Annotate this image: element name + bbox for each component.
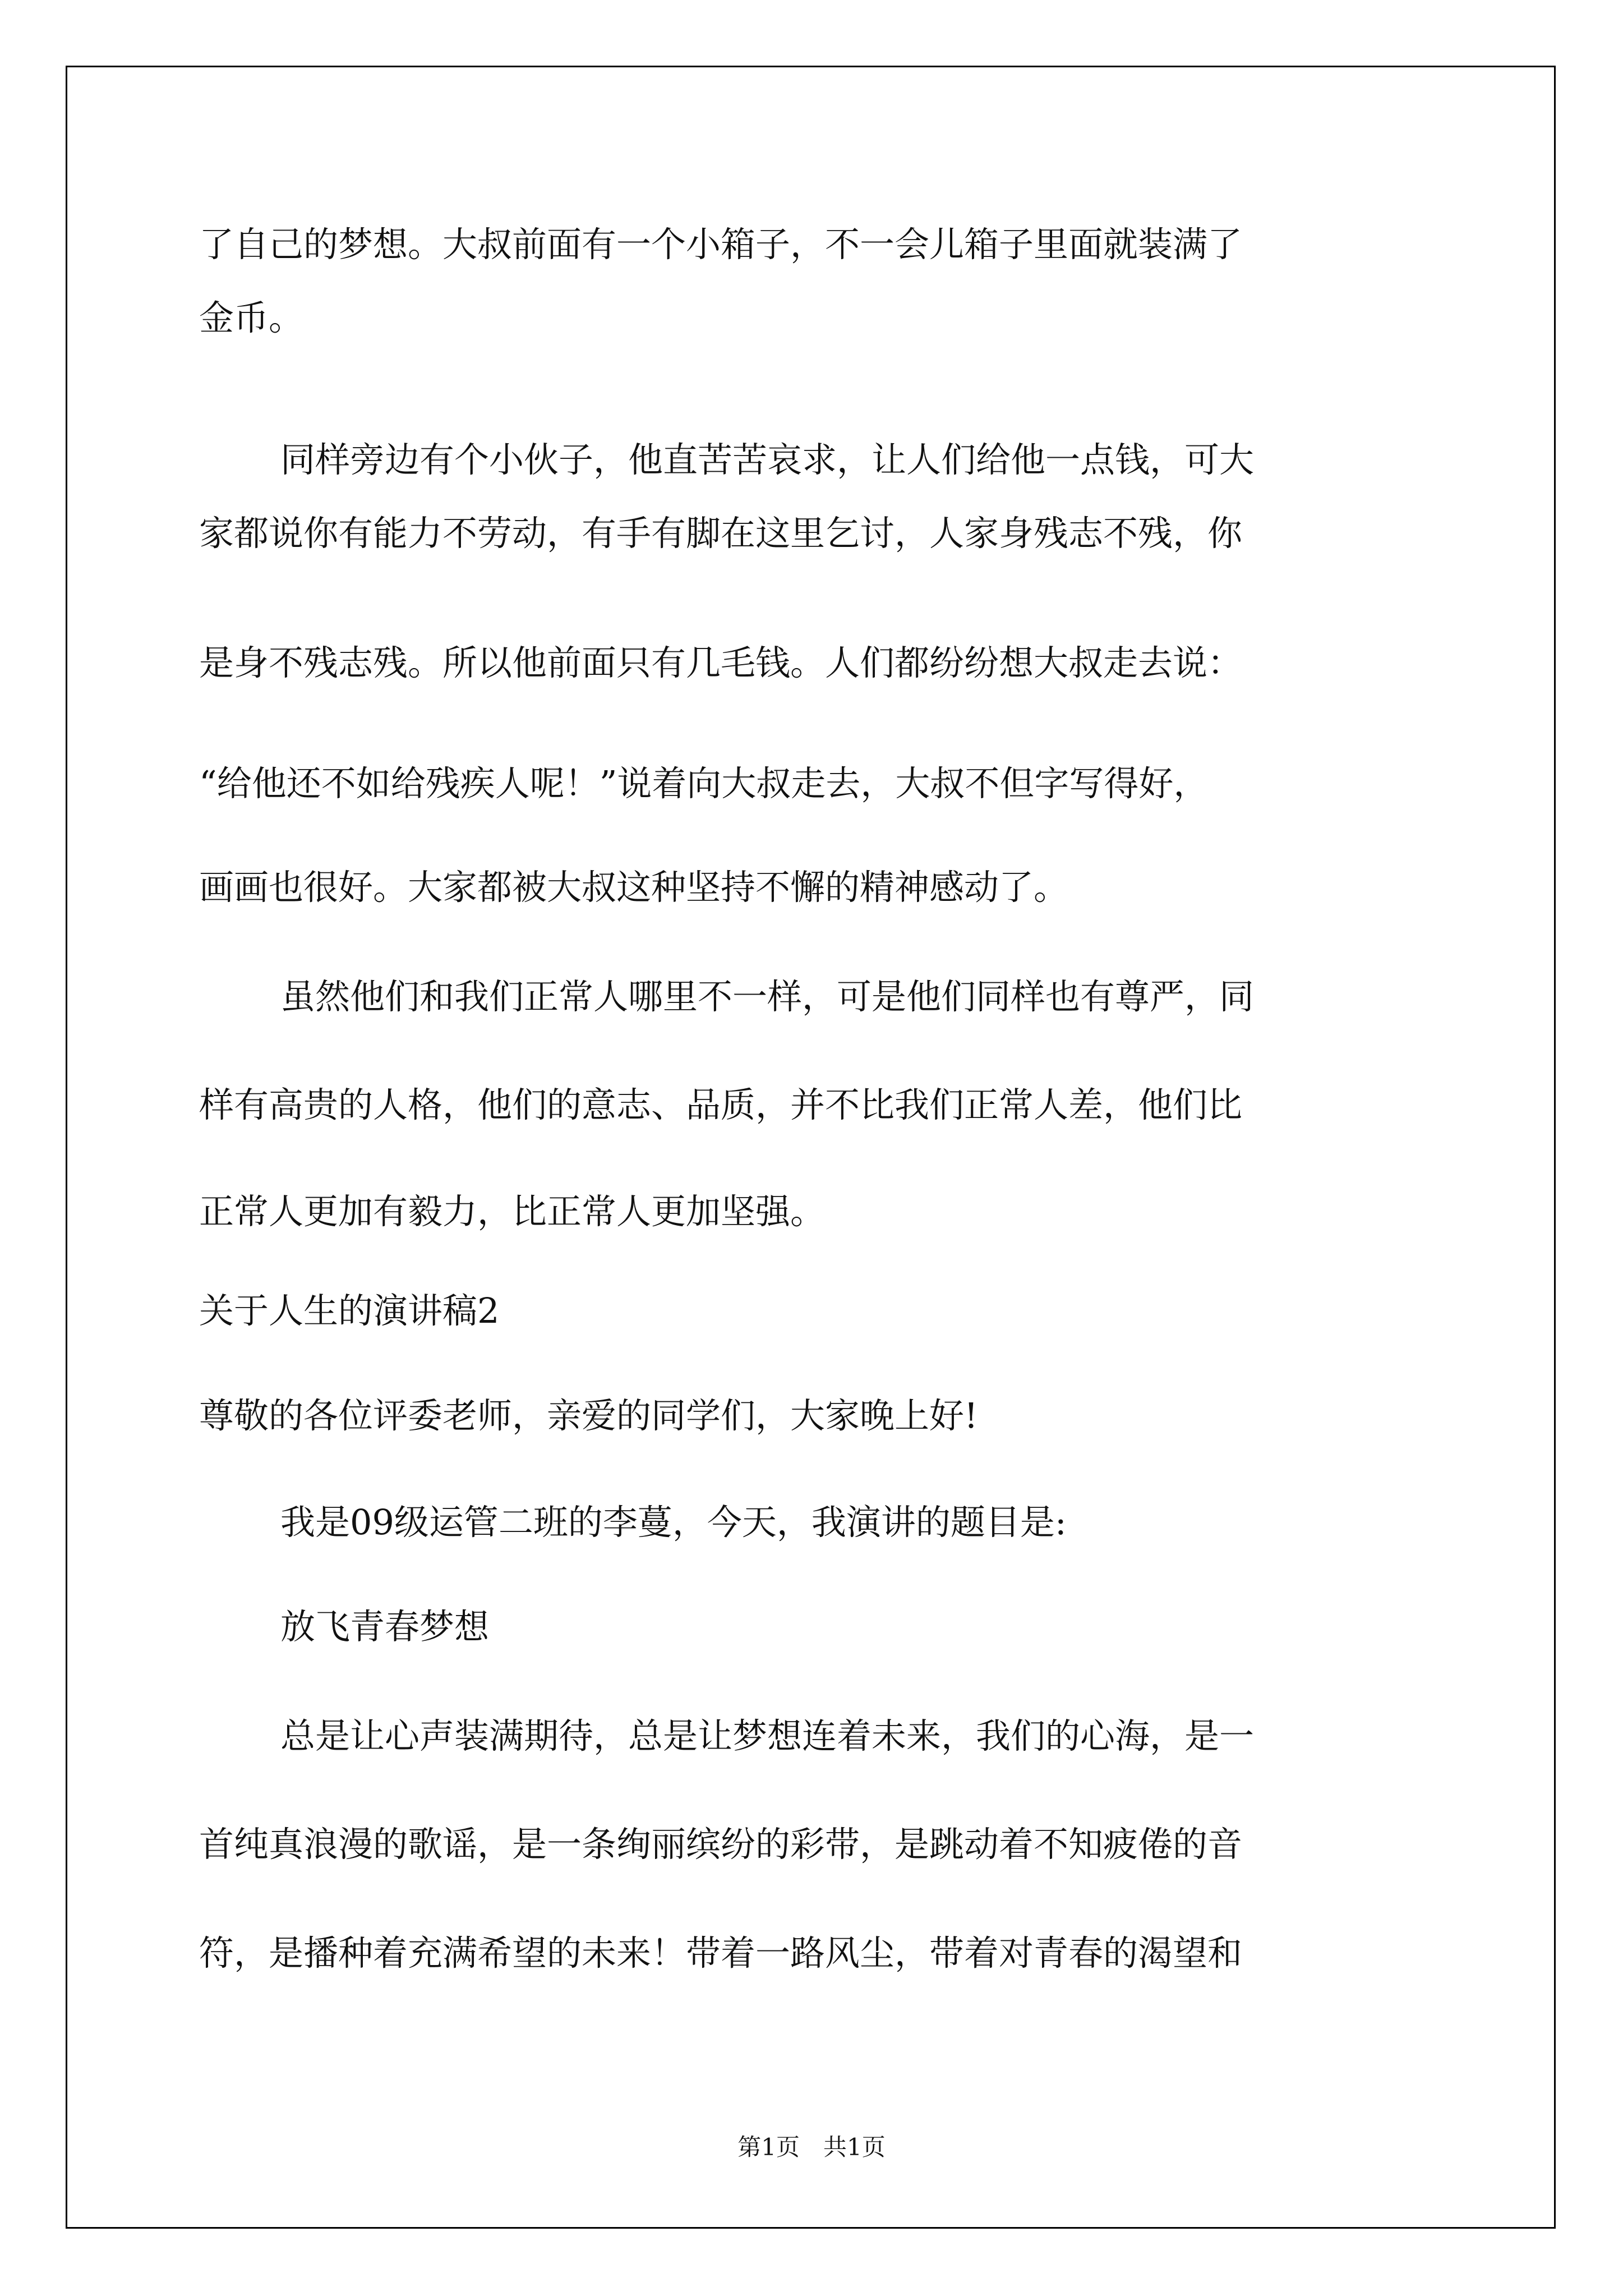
text-line: “给他还不如给残疾人呢！”说着向大叔走去，大叔不但字写得好， xyxy=(199,763,1209,804)
text-line: 总是让心声装满期待，总是让梦想连着未来，我们的心海，是一 xyxy=(280,1715,1255,1756)
text-line: 是身不残志残。所以他前面只有几毛钱。人们都纷纷想大叔走去说： xyxy=(199,642,1243,683)
page-border xyxy=(66,66,1556,2229)
page-footer: 第1页 共1页 xyxy=(737,2133,886,2161)
text-line: 尊敬的各位评委老师，亲爱的同学们，大家晚上好! xyxy=(199,1395,978,1436)
text-line: 同样旁边有个小伙子，他直苦苦哀求，让人们给他一点钱，可大 xyxy=(280,439,1255,480)
text-line: 金币。 xyxy=(199,297,304,338)
text-line: 虽然他们和我们正常人哪里不一样，可是他们同样也有尊严，同 xyxy=(280,976,1255,1017)
text-line: 正常人更加有毅力，比正常人更加坚强。 xyxy=(199,1191,826,1232)
text-line: 家都说你有能力不劳动，有手有脚在这里乞讨，人家身残志不残，你 xyxy=(199,513,1243,554)
section-heading: 关于人生的演讲稿2 xyxy=(199,1290,500,1331)
text-line: 首纯真浪漫的歌谣，是一条绚丽缤纷的彩带，是跳动着不知疲倦的音 xyxy=(199,1824,1243,1865)
text-line: 我是09级运管二班的李蔓，今天，我演讲的题目是: xyxy=(280,1502,1067,1543)
text-line: 样有高贵的人格，他们的意志、品质，并不比我们正常人差，他们比 xyxy=(199,1084,1243,1125)
text-line: 了自己的梦想。大叔前面有一个小箱子，不一会儿箱子里面就装满了 xyxy=(199,224,1243,265)
speech-title: 放飞青春梦想 xyxy=(280,1606,490,1647)
text-line: 符，是播种着充满希望的未来！带着一路风尘，带着对青春的渴望和 xyxy=(199,1932,1243,1973)
text-line: 画画也很好。大家都被大叔这种坚持不懈的精神感动了。 xyxy=(199,867,1069,908)
